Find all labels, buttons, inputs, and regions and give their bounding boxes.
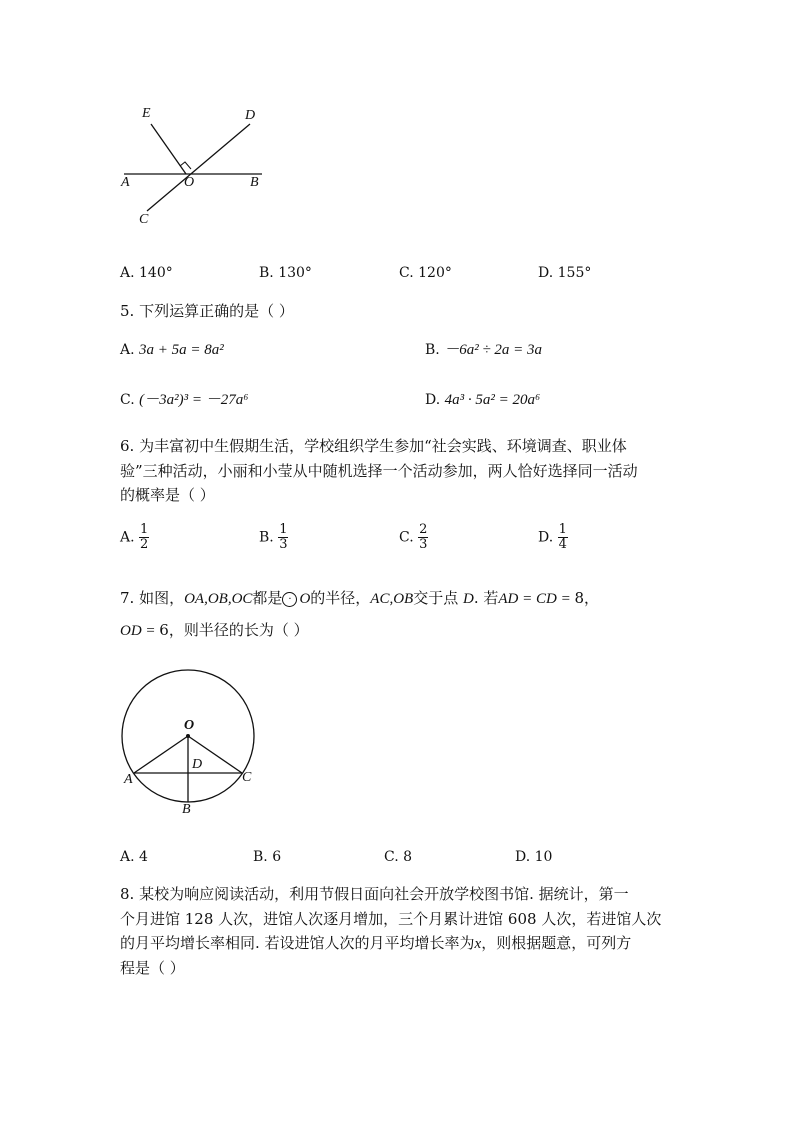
label-e: E (142, 106, 151, 121)
q4-option-d[interactable]: D. 155° (538, 265, 592, 281)
q8-line-2: 个月进馆 128 人次，进馆人次逐月增加，三个月累计进馆 608 人次，若进馆人次 (120, 910, 662, 928)
q6-line-2: 验”三种活动，小丽和小莹从中随机选择一个活动参加，两人恰好选择同一活动 (120, 462, 638, 480)
circle-diagram (0, 660, 794, 860)
q7-line-2: OD = 6，则半径的长为（ ） (120, 621, 309, 639)
q4-option-b[interactable]: B. 130° (259, 265, 312, 281)
center-point (186, 734, 190, 738)
label-c: C (139, 212, 149, 227)
fig2-label-o: O (184, 718, 195, 733)
q4-option-c[interactable]: C. 120° (399, 265, 452, 281)
label-b: B (250, 175, 259, 190)
fig2-label-b: B (182, 802, 191, 817)
q5-option-a[interactable]: A. 3a + 5a = 8a² (120, 342, 224, 358)
label-a: A (121, 175, 130, 190)
fig2-label-a: A (124, 772, 133, 787)
q8-line-4: 程是（ ） (120, 959, 185, 977)
q5-option-c[interactable]: C. (－3a²)³ = －27a⁶ (120, 392, 249, 408)
q6-line-1: 6. 为丰富初中生假期生活，学校组织学生参加“社会实践、环境调查、职业体 (120, 437, 627, 455)
segment-oa (134, 736, 188, 773)
q7-option-b[interactable]: B. 6 (253, 849, 282, 865)
ray-oe (151, 124, 186, 174)
q5-stem: 5. 下列运算正确的是（ ） (120, 302, 294, 320)
angle-diagram (0, 0, 794, 240)
q7-option-c[interactable]: C. 8 (384, 849, 413, 865)
q5-option-b[interactable]: B. －6a² ÷ 2a = 3a (425, 342, 543, 358)
q6-option-c[interactable]: C. $\frac{2}{3}$ (399, 522, 428, 552)
q6-option-b[interactable]: B. $\frac{1}{3}$ (259, 522, 288, 552)
line-cd (147, 124, 250, 211)
label-o: O (184, 175, 195, 190)
q7-option-d[interactable]: D. 10 (515, 849, 553, 865)
figure-angles (0, 0, 794, 240)
q5-option-d[interactable]: D. 4a³ · 5a² = 20a⁶ (425, 392, 541, 408)
q6-option-a[interactable]: A. $\frac{1}{2}$ (120, 522, 149, 552)
q8-line-3: 的月平均增长率相同. 若设进馆人次的月平均增长率为x，则根据题意，可列方 (120, 934, 632, 952)
q6-option-d[interactable]: D. $\frac{1}{4}$ (538, 522, 567, 552)
q8-line-1: 8. 某校为响应阅读活动，利用节假日面向社会开放学校图书馆. 据统计，第一 (120, 885, 629, 903)
fig2-label-d: D (192, 757, 203, 772)
q6-line-3: 的概率是（ ） (120, 486, 215, 504)
q4-option-a[interactable]: A. 140° (120, 265, 173, 281)
fig2-label-c: C (242, 770, 252, 785)
label-d: D (245, 108, 256, 123)
q7-option-a[interactable]: A. 4 (120, 849, 148, 865)
circle-dot-icon: · (282, 592, 297, 607)
q7-line-1: 7. 如图，OA,OB,OC都是 · O的半径，AC,OB交于点 D. 若AD = CD = 8， (120, 589, 600, 607)
